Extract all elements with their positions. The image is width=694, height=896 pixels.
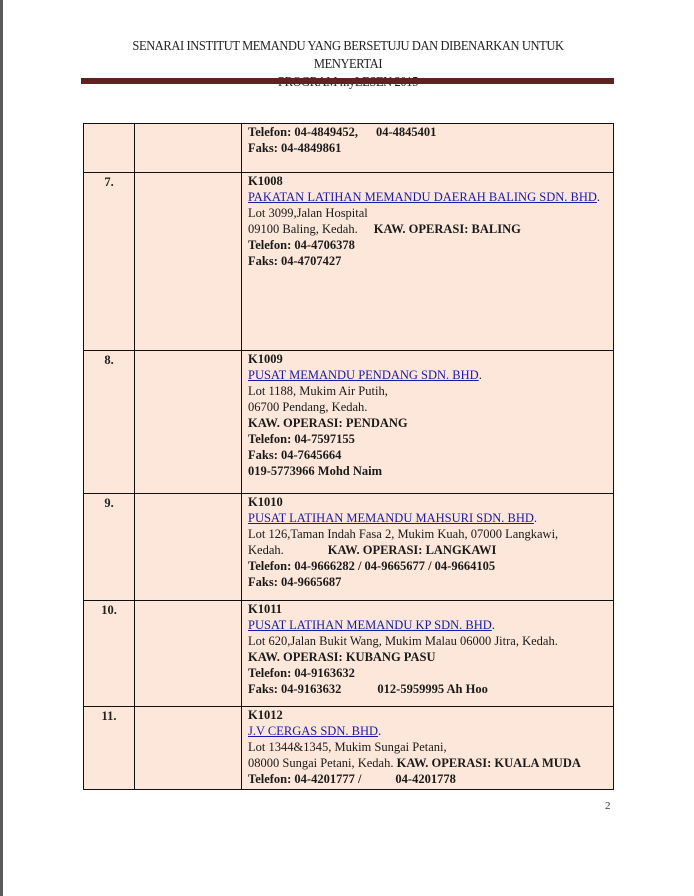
info-cell bbox=[242, 601, 614, 707]
institute-name-link[interactable]: PAKATAN LATIHAN MEMANDU DAERAH BALING SDN. BHD bbox=[248, 190, 597, 204]
driving-institute-table bbox=[83, 123, 614, 790]
operasi: KAW. OPERASI: BALING bbox=[373, 222, 521, 236]
faks: Faks: 04-7645664 bbox=[248, 448, 342, 462]
row-number: 11. bbox=[84, 707, 135, 790]
blank-cell bbox=[135, 124, 242, 173]
address-line-1: Lot 1188, Mukim Air Putih, bbox=[248, 384, 388, 398]
institute-name-link[interactable]: PUSAT MEMANDU PENDANG SDN. BHD bbox=[248, 368, 479, 382]
table-row bbox=[84, 173, 614, 351]
period: . bbox=[491, 618, 495, 632]
address-line-1: Lot 126,Taman Indah Fasa 2, Mukim Kuah, 07000 Langkawi, bbox=[248, 527, 559, 541]
operasi: KAW. OPERASI: LANGKAWI bbox=[327, 543, 497, 557]
header-rule bbox=[81, 78, 614, 84]
institute-code: K1012 bbox=[248, 708, 283, 722]
address-line-2: 06700 Pendang, Kedah. bbox=[248, 400, 368, 414]
institute-name-link[interactable]: PUSAT LATIHAN MEMANDU KP SDN. BHD bbox=[248, 618, 492, 632]
address-line-2: 09100 Baling, Kedah. bbox=[248, 222, 358, 236]
row-number: 9. bbox=[84, 494, 135, 601]
table-row bbox=[84, 707, 614, 790]
viewer-left-edge bbox=[0, 0, 3, 896]
telefon: Telefon: 04-4849452, bbox=[248, 125, 358, 139]
institute-code: K1010 bbox=[248, 495, 283, 509]
address-line-2: 08000 Sungai Petani, Kedah. bbox=[248, 756, 394, 770]
telefon-2: 04-4845401 bbox=[375, 125, 437, 139]
institute-code: K1008 bbox=[248, 174, 283, 188]
telefon: Telefon: 04-7597155 bbox=[248, 432, 355, 446]
telefon: Telefon: 04-9163632 bbox=[248, 666, 355, 680]
info-cell bbox=[242, 351, 614, 494]
operasi: KAW. OPERASI: KUBANG PASU bbox=[248, 650, 436, 664]
info-cell bbox=[242, 707, 614, 790]
address-line-1: Lot 1344&1345, Mukim Sungai Petani, bbox=[248, 740, 447, 754]
telefon: Telefon: 04-4201777 / bbox=[248, 772, 362, 786]
row-number: 10. bbox=[84, 601, 135, 707]
address-line-1: Lot 620,Jalan Bukit Wang, Mukim Malau 06000 Jitra, Kedah. bbox=[248, 634, 558, 648]
row-number: 7. bbox=[84, 173, 135, 351]
table-row bbox=[84, 494, 614, 601]
table-row bbox=[84, 351, 614, 494]
period: . bbox=[378, 724, 382, 738]
row-number bbox=[84, 124, 135, 173]
operasi: KAW. OPERASI: PENDANG bbox=[248, 416, 408, 430]
blank-cell bbox=[135, 173, 242, 351]
blank-cell bbox=[135, 601, 242, 707]
faks: Faks: 04-9665687 bbox=[248, 575, 342, 589]
info-cell bbox=[242, 173, 614, 351]
page-number: 2 bbox=[605, 800, 611, 812]
table-row bbox=[84, 601, 614, 707]
info-cell bbox=[242, 494, 614, 601]
row-number: 8. bbox=[84, 351, 135, 494]
table-row bbox=[84, 124, 614, 173]
contact-person: 012-5959995 Ah Hoo bbox=[377, 682, 488, 696]
blank-cell bbox=[135, 494, 242, 601]
period: . bbox=[596, 190, 601, 204]
faks: Faks: 04-4707427 bbox=[248, 254, 342, 268]
institute-name-link[interactable]: J.V CERGAS SDN. BHD bbox=[248, 724, 379, 738]
telefon: Telefon: 04-9666282 / 04-9665677 / 04-9664105 bbox=[248, 559, 496, 573]
address-line-2: Kedah. bbox=[248, 543, 284, 557]
info-cell bbox=[242, 124, 614, 173]
institute-code: K1011 bbox=[248, 602, 283, 616]
period: . bbox=[533, 511, 538, 525]
title-line-1: SENARAI INSTITUT MEMANDU YANG BERSETUJU DAN DIBENARKAN UNTUK MENYERTAI bbox=[132, 38, 564, 71]
operasi: KAW. OPERASI: KUALA MUDA bbox=[396, 756, 581, 770]
institute-code: K1009 bbox=[248, 352, 283, 366]
telefon-2: 04-4201778 bbox=[395, 772, 456, 786]
blank-cell bbox=[135, 707, 242, 790]
period: . bbox=[478, 368, 482, 382]
blank-cell bbox=[135, 351, 242, 494]
address-line-1: Lot 3099,Jalan Hospital bbox=[248, 206, 368, 220]
contact-person: 019-5773966 Mohd Naim bbox=[248, 464, 383, 478]
faks: Faks: 04-4849861 bbox=[248, 141, 342, 155]
faks: Faks: 04-9163632 bbox=[248, 682, 342, 696]
institute-name-link[interactable]: PUSAT LATIHAN MEMANDU MAHSURI SDN. BHD bbox=[248, 511, 534, 525]
telefon: Telefon: 04-4706378 bbox=[248, 238, 355, 252]
